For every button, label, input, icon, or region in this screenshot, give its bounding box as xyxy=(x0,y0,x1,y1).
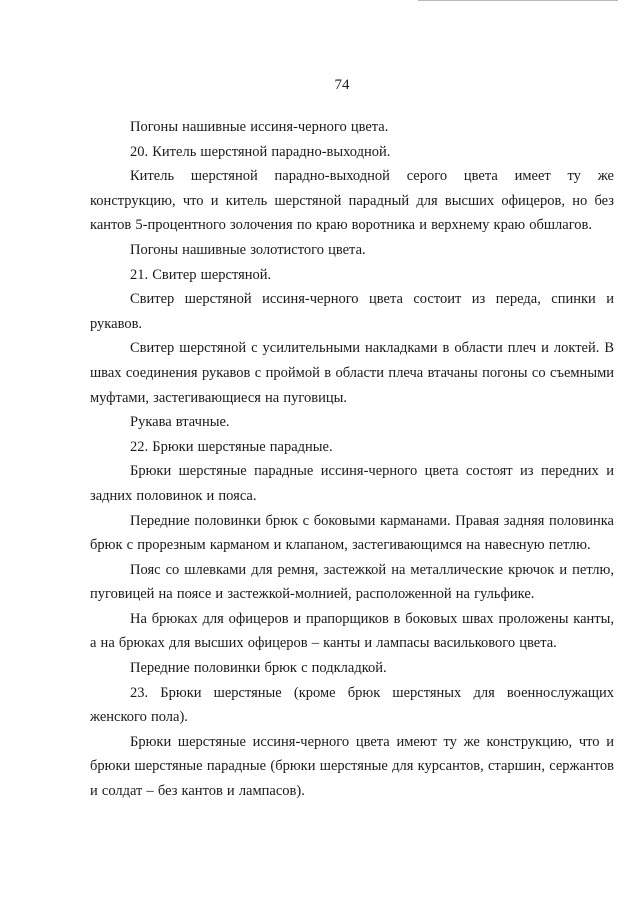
paragraph: Погоны нашивные золотистого цвета. xyxy=(130,241,366,258)
document-body xyxy=(90,115,614,804)
top-edge-line xyxy=(418,0,618,1)
section-heading: 23. Брюки шерстяные (кроме брюк шерстяных для военнослужащих женского пола). xyxy=(90,684,614,726)
paragraph: Передние половинки брюк с боковыми карманами. Правая задняя половинка брюк с прорезным карманом и клапаном, застегивающимся на навесную петлю. xyxy=(90,512,614,554)
paragraph: Погоны нашивные иссиня-черного цвета. xyxy=(130,119,389,135)
paragraph: На брюках для офицеров и прапорщиков в боковых швах проложены канты, а на брюках для высших офицеров – канты и лампасы василькового цвета. xyxy=(90,610,614,652)
paragraph: Китель шерстяной парадно-выходной серого цвета имеет ту же конструкцию, что и китель шерстяной парадный для высших офицеров, но без кантов 5-процентного золочения по краю воротника и верхнему краю обшлагов. xyxy=(90,168,614,234)
paragraph: Брюки шерстяные иссиня-черного цвета имеют ту же конструкцию, что и брюки шерстяные парадные (брюки шерстяные для курсантов, старшин, сержантов и солдат – без кантов и лампасов). xyxy=(90,733,614,800)
paragraph: Свитер шерстяной иссиня-черного цвета состоит из переда, спинки и рукавов. xyxy=(90,291,614,332)
section-heading: 21. Свитер шерстяной. xyxy=(130,266,272,283)
page-number: 74 xyxy=(334,77,350,93)
paragraph: Свитер шерстяной с усилительными накладками в области плеч и локтей. В швах соединения рукавов с проймой в области плеча втачаны погоны со съемными муфтами, застегивающиеся на пуговицы. xyxy=(90,340,614,406)
paragraph: Передние половинки брюк с подкладкой. xyxy=(130,660,387,677)
paragraph: Рукава втачные. xyxy=(130,414,230,431)
section-heading: 22. Брюки шерстяные парадные. xyxy=(130,438,333,455)
paragraph: Пояс со шлевками для ремня, застежкой на металлические крючок и петлю, пуговицей на поясе и застежкой-молнией, расположенной на гульфике. xyxy=(90,561,614,603)
section-heading: 20. Китель шерстяной парадно-выходной. xyxy=(130,143,391,160)
paragraph: Брюки шерстяные парадные иссиня-черного цвета состоят из передних и задних половинок и пояса. xyxy=(90,463,614,504)
